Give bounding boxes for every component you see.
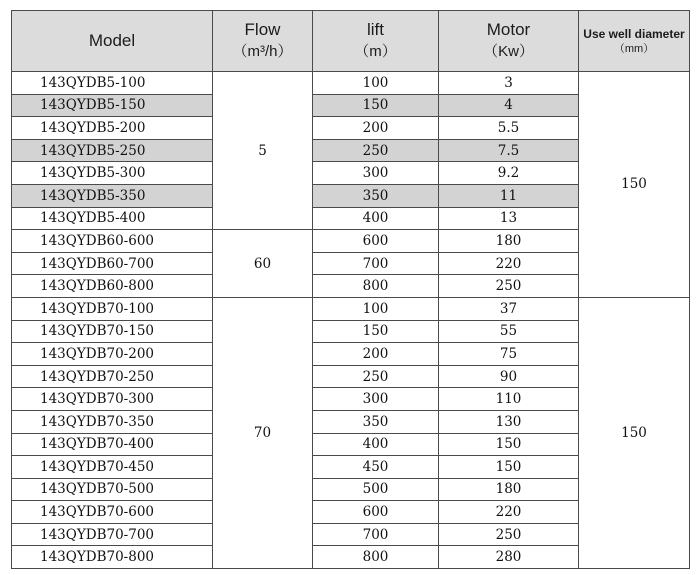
model-cell: 143QYDB70-800 <box>12 546 213 569</box>
model-cell: 143QYDB5-400 <box>12 207 213 230</box>
lift-cell: 350 <box>313 184 439 207</box>
header-well-diameter <box>579 11 690 72</box>
well-diameter-group-cell: 150 <box>579 297 690 568</box>
motor-cell: 150 <box>439 456 579 479</box>
model-cell: 143QYDB5-100 <box>12 72 213 95</box>
header-flow-unit: （m³/h） <box>232 43 293 60</box>
header-row <box>12 11 690 72</box>
motor-cell: 75 <box>439 343 579 366</box>
model-cell: 143QYDB70-600 <box>12 501 213 524</box>
flow-group-cell: 60 <box>213 230 313 298</box>
lift-cell: 300 <box>313 388 439 411</box>
motor-cell: 90 <box>439 365 579 388</box>
header-motor-unit: （Kw） <box>483 43 534 60</box>
header-model <box>12 11 213 72</box>
lift-cell: 100 <box>313 297 439 320</box>
header-motor-label: Motor <box>486 20 531 39</box>
lift-cell: 400 <box>313 207 439 230</box>
header-flow-label: Flow <box>244 20 281 39</box>
lift-cell: 150 <box>313 94 439 117</box>
motor-cell: 180 <box>439 230 579 253</box>
lift-cell: 700 <box>313 252 439 275</box>
motor-cell: 4 <box>439 94 579 117</box>
motor-cell: 3 <box>439 72 579 95</box>
header-well-label: Use well diameter <box>583 27 685 41</box>
motor-cell: 55 <box>439 320 579 343</box>
model-cell: 143QYDB5-150 <box>12 94 213 117</box>
lift-cell: 450 <box>313 456 439 479</box>
pump-spec-table <box>11 10 690 569</box>
model-cell: 143QYDB5-200 <box>12 117 213 140</box>
motor-cell: 180 <box>439 478 579 501</box>
motor-cell: 220 <box>439 501 579 524</box>
motor-cell: 130 <box>439 410 579 433</box>
model-cell: 143QYDB70-100 <box>12 297 213 320</box>
motor-cell: 13 <box>439 207 579 230</box>
lift-cell: 400 <box>313 433 439 456</box>
lift-cell: 600 <box>313 230 439 253</box>
motor-cell: 150 <box>439 433 579 456</box>
model-cell: 143QYDB70-250 <box>12 365 213 388</box>
lift-cell: 150 <box>313 320 439 343</box>
model-cell: 143QYDB60-700 <box>12 252 213 275</box>
motor-cell: 11 <box>439 184 579 207</box>
header-well-unit: （mm） <box>613 43 655 55</box>
model-cell: 143QYDB60-800 <box>12 275 213 298</box>
lift-cell: 800 <box>313 275 439 298</box>
table-row <box>12 72 690 95</box>
well-diameter-group-cell: 150 <box>579 72 690 298</box>
model-cell: 143QYDB60-600 <box>12 230 213 253</box>
table-row <box>12 297 690 320</box>
model-cell: 143QYDB70-500 <box>12 478 213 501</box>
lift-cell: 500 <box>313 478 439 501</box>
lift-cell: 300 <box>313 162 439 185</box>
lift-cell: 100 <box>313 72 439 95</box>
motor-cell: 5.5 <box>439 117 579 140</box>
model-cell: 143QYDB70-150 <box>12 320 213 343</box>
motor-cell: 250 <box>439 523 579 546</box>
lift-cell: 800 <box>313 546 439 569</box>
lift-cell: 200 <box>313 343 439 366</box>
lift-cell: 350 <box>313 410 439 433</box>
header-flow <box>213 11 313 72</box>
model-cell: 143QYDB70-200 <box>12 343 213 366</box>
model-cell: 143QYDB5-300 <box>12 162 213 185</box>
lift-cell: 250 <box>313 139 439 162</box>
flow-group-cell: 70 <box>213 297 313 568</box>
lift-cell: 700 <box>313 523 439 546</box>
model-cell: 143QYDB70-350 <box>12 410 213 433</box>
header-lift-unit: （m） <box>354 43 397 60</box>
model-cell: 143QYDB5-250 <box>12 139 213 162</box>
model-cell: 143QYDB70-400 <box>12 433 213 456</box>
model-cell: 143QYDB70-700 <box>12 523 213 546</box>
model-cell: 143QYDB5-350 <box>12 184 213 207</box>
header-motor <box>439 11 579 72</box>
header-lift-label: lift <box>367 20 384 39</box>
motor-cell: 220 <box>439 252 579 275</box>
motor-cell: 9.2 <box>439 162 579 185</box>
lift-cell: 200 <box>313 117 439 140</box>
motor-cell: 37 <box>439 297 579 320</box>
motor-cell: 110 <box>439 388 579 411</box>
motor-cell: 250 <box>439 275 579 298</box>
lift-cell: 600 <box>313 501 439 524</box>
motor-cell: 280 <box>439 546 579 569</box>
model-cell: 143QYDB70-450 <box>12 456 213 479</box>
lift-cell: 250 <box>313 365 439 388</box>
header-model-label: Model <box>88 31 136 50</box>
header-lift <box>313 11 439 72</box>
model-cell: 143QYDB70-300 <box>12 388 213 411</box>
motor-cell: 7.5 <box>439 139 579 162</box>
table-body <box>12 72 690 569</box>
flow-group-cell: 5 <box>213 72 313 230</box>
